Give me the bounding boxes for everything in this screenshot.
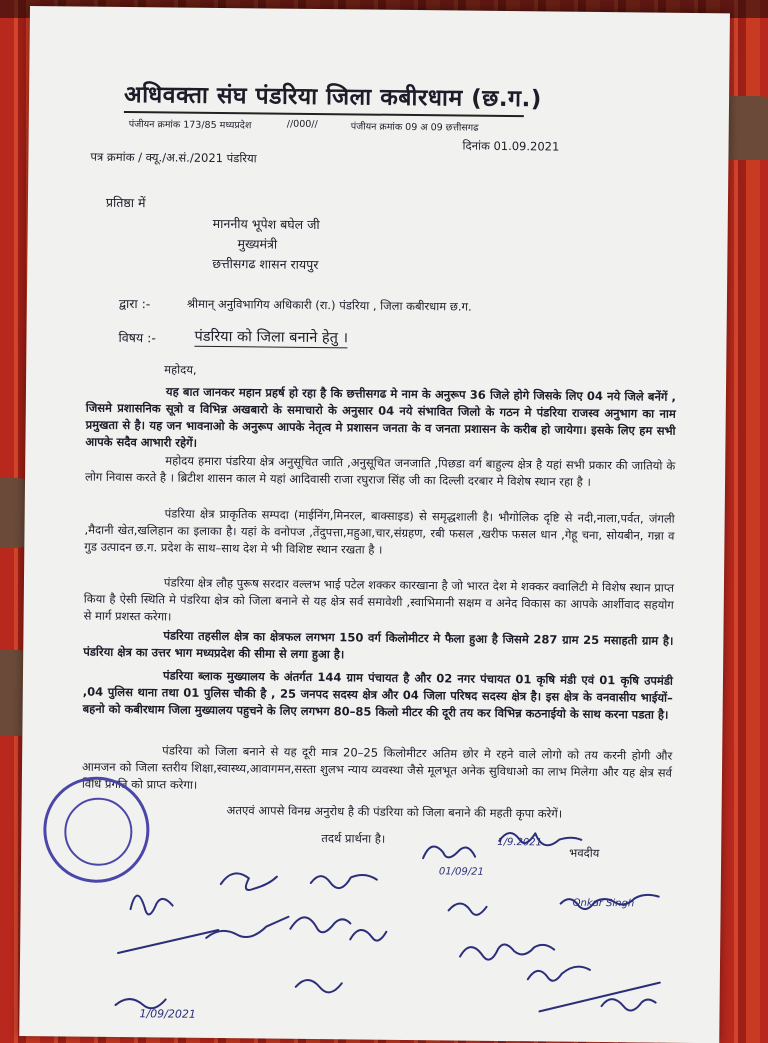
subject-label: विषय :-: [118, 329, 156, 346]
signature-center-top: [423, 846, 475, 858]
signature-date-top-right: 1/9.2021: [497, 836, 543, 849]
salutation: महोदय,: [164, 362, 197, 377]
signature-13: [602, 999, 656, 1011]
signature-6: [206, 916, 288, 939]
signer-name-onkar-singh: Onkar Singh: [572, 897, 635, 910]
paragraph-1: यह बात जानकर महान प्रहर्ष हो रहा है कि छत्तीसगढ मे नाम के अनुरूप 36 जिले होगे जिसके लिए 04 नये जिले बनेंगें , जिसमे प्रशासनिक सूत्रो व विभिन्न अखबारो के समाचारो के अनुसार 04 नये संभावित जिलो के गठन मे पंडरिया राजस्व अनुभाग का नाम प्रमुखता से है। यह जन भावनाओ के अनुरूप आपके नेतृत्व मे प्रशासन जनता के व जनता प्रशासन के करीब हो जायेगा। इसके लिए हम सभी आपके सदैव आभारी रहेगें।: [85, 384, 677, 450]
recipient-prefix: प्रतिष्ठा में: [105, 194, 146, 211]
recipient-address: छत्तीसगढ शासन रायपुर: [212, 255, 319, 273]
signature-11: [296, 980, 342, 993]
paragraph-2: महोदय हमारा पंडरिया क्षेत्र अनुसूचित जाति ,अनुसूचित जनजाति ,पिछडा वर्ग बाहुल्य क्षेत्र है यहां सभी प्रकार की जातियो के लोग निवास करते है । ब्रिटीश शासन काल मे यहां आदिवासी राजा रघुराज सिंह जी का दिल्ली दरबार मे विशेष स्थान रहा है ।: [85, 453, 676, 489]
paragraph-5: पंडरिया तहसील क्षेत्र का क्षेत्रफल लगभग 150 वर्ग किलोमीटर मे फैला हुआ है जिसमे 287 ग्राम 25 मसाहती ग्राम है। पंडरिया क्षेत्र का उत्तर भाग मध्यप्रदेश की सीमा से लगा हुआ है।: [83, 628, 674, 662]
closing-line: तदर्थ प्रार्थना है।: [321, 831, 386, 846]
paragraph-6: पंडरिया ब्लाक मुख्यालय के अंतर्गत 144 ग्राम पंचायत है और 02 नगर पंचायत 01 कृषि मंडी एवं 01 कृषि उपमंडी ,04 पुलिस थाना तथा 01 पुलिस चौकी है , 25 जनपद सदस्य क्षेत्र और 04 जिला परिषद सदस्य क्षेत्र है। इस क्षेत्र के वनवासीय भाईयों–बहनो को कबीरधाम जिला मुख्यालय पहुचने के लिए लगभग 80–85 किलो मीटर की दूरी तय कर विभिन्न कठनाईयो के साथ करना पडता है।: [82, 668, 674, 722]
request-line: अतएवं आपसे विनम्र अनुरोध है की पंडरिया को जिला बनाने की महती कृपा करेगें।: [226, 803, 563, 821]
paragraph-4: पंडरिया क्षेत्र लौह पुरूष सरदार वल्लभ भाई पटेल शक्कर कारखाना है जो भारत देश मे शक्कर क्वालिटी मे विशेष स्थान प्राप्त किया है ऐसी स्थिति मे पंडरिया क्षेत्र को जिला बनाने से यह क्षेत्र सर्व समावेशी ,स्वाभिमानी सक्षम व अनेद विकास का आपके आर्शीवाद सहयोग से मार्ग प्रशस्त करेगा।: [83, 575, 675, 624]
registration-left: पंजीयन क्रमांक 173/85 मध्यप्रदेश: [128, 119, 252, 132]
recipient-designation: मुख्यमंत्री: [237, 236, 278, 252]
signatures-block: [19, 796, 721, 1043]
paragraph-7: पंडरिया को जिला बनाने से यह दूरी मात्र 20–25 किलोमीटर अतिम छोर मे रहने वाले लोगो को तय करनी होगी और आमजन को जिला स्तरीय शिक्षा,स्वास्थ्य,आवागमन,सस्ता शुलभ न्याय व्यवस्था जैसे मूलभूत अनेक सुविधाओ का लाभ मिलेगा और यह क्षेत्र सर्व विधि प्रगति को प्राप्त करेगा।: [81, 743, 673, 792]
yours-faithfully: भवदीय: [569, 845, 600, 861]
reference-number: पत्र क्रमांक / क्यू./अ.सं./2021 पंडरिया: [90, 149, 257, 166]
signature-10: [460, 944, 554, 960]
signature-4: [221, 873, 277, 890]
signature-9: [449, 903, 487, 915]
via-text: श्रीमान् अनुविभागिय अधिकारी (रा.) पंडरिया , जिला कबीरधाम छ.ग.: [186, 296, 472, 314]
signature-5: [118, 895, 219, 954]
signature-7: [290, 917, 350, 932]
letter-date: दिनांक 01.09.2021: [462, 138, 560, 154]
recipient-name: माननीय भूपेश बघेल जी: [212, 215, 320, 233]
registration-right: पंजीयन क्रमांक 09 अ 09 छत्तीसगढ: [350, 121, 479, 134]
subject-text: पंडरिया को जिला बनाने हेतु ।: [194, 326, 348, 349]
signature-3: [311, 874, 377, 888]
letter-paper: [19, 6, 730, 1043]
signature-date-bottom-left: 1/09/2021: [139, 1007, 196, 1021]
paragraph-3: पंडरिया क्षेत्र प्राकृतिक सम्पदा (माईनिंग,मिनरल, बाक्साइड) से समृद्धशाली है। भौगोलिक दृष्टि से नदी,नाला,पर्वत, जंगली ,मैदानी खेत,खलिहान का इलाका है। यहां के वनोपज ,तेंदुपत्ता,महुआ,चार,संग्रहण, रबी फसल ,खरीफ फसल धान ,गेहू चना, सोयबीन, गन्ना व गुड उत्पादन छ.ग. प्रदेश के साथ–साथ देश मे भी विशिष्ट स्थान रखता है ।: [84, 506, 675, 557]
signature-date-center: 01/09/21: [438, 866, 484, 878]
via-label: द्वारा :-: [118, 295, 151, 312]
registration-middle: //000//: [286, 118, 318, 131]
signature-8: [350, 930, 386, 941]
letterhead-title: अधिवक्ता संघ पंडरिया जिला कबीरधाम (छ.ग.): [123, 81, 542, 113]
